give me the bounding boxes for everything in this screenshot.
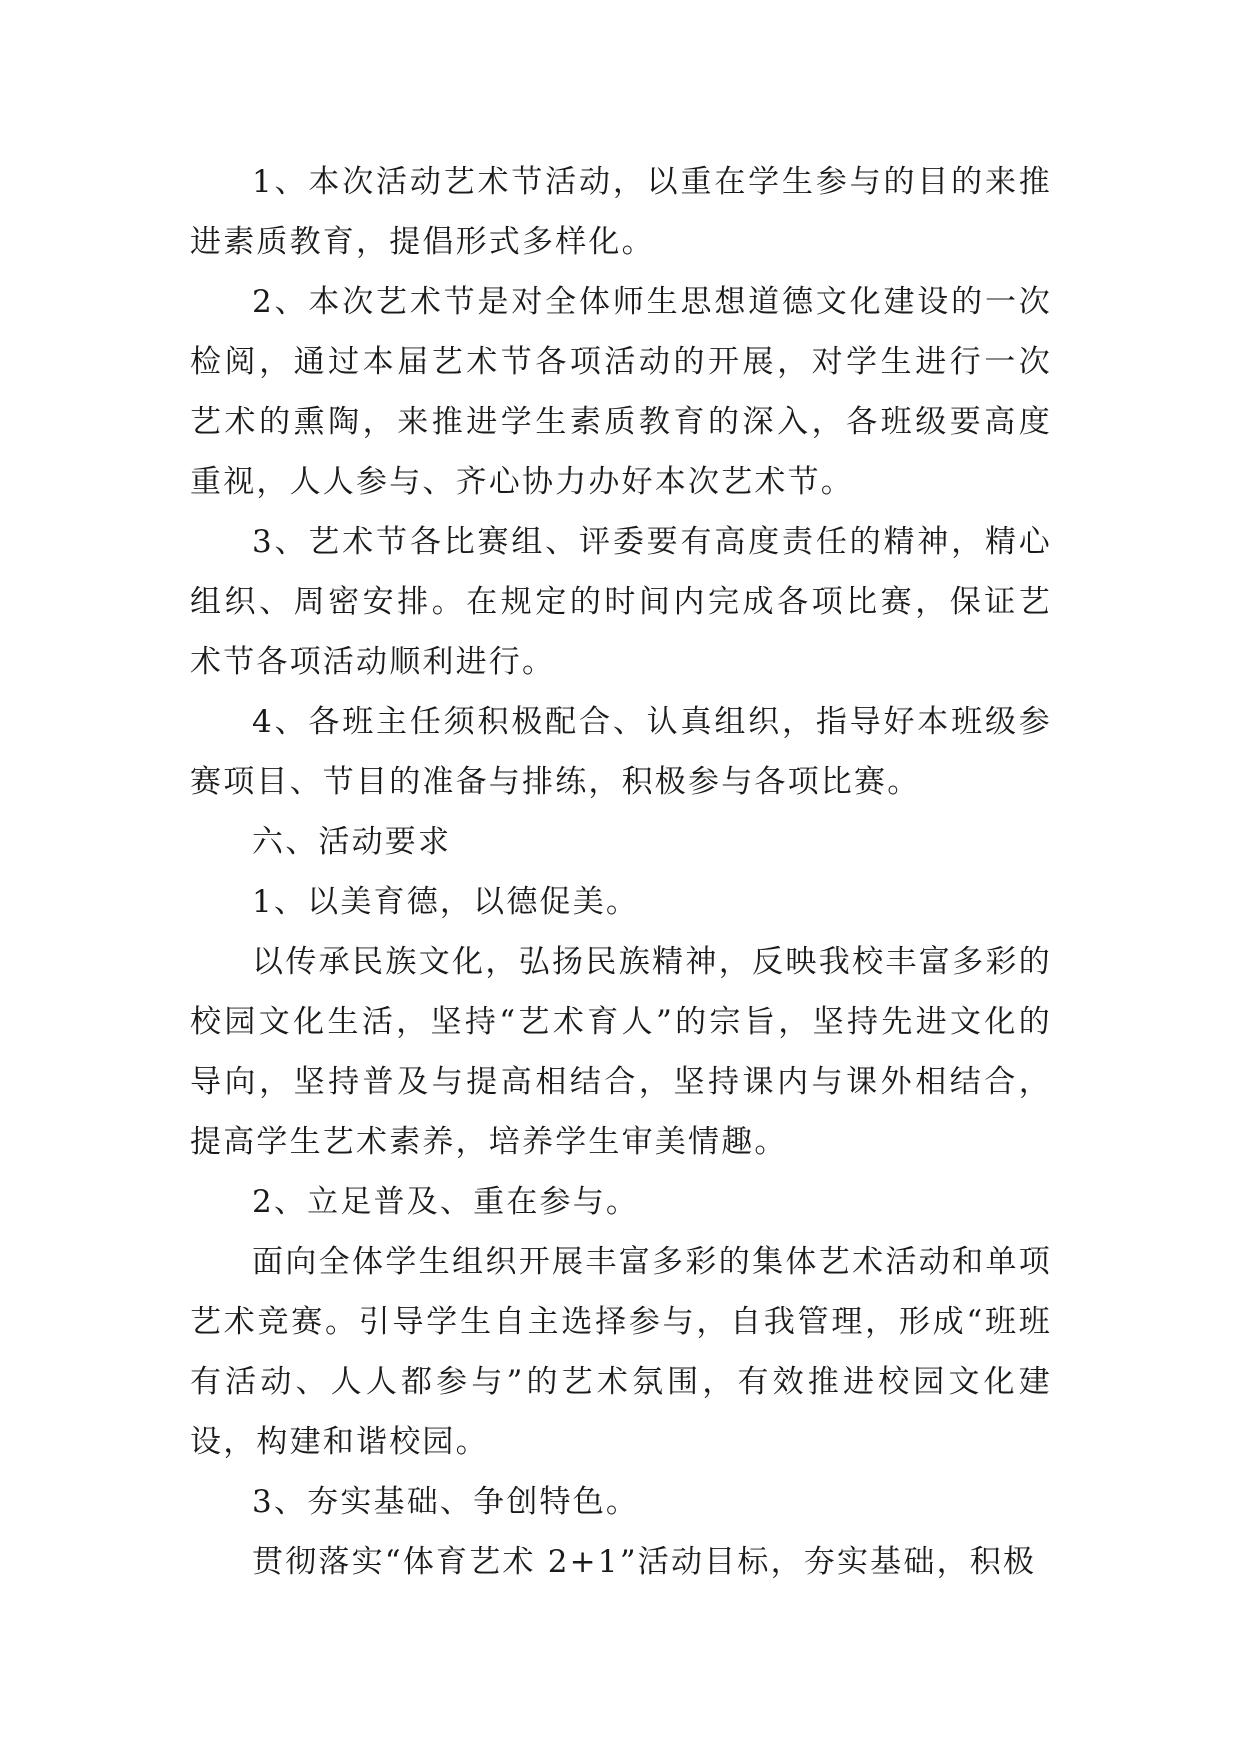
requirement-heading-2: 2、立足普及、重在参与。 [252,1184,640,1220]
requirement-body-2: 面向全体学生组织开展丰富多彩的集体艺术活动和单项艺术竞赛。引导学生自主选择参与，自我管理，形成“班班有活动、人人都参与”的艺术氛围，有效推进校园文化建设，构建和谐校园。 [190,1244,1052,1460]
document-page [190,152,1052,1592]
paragraph-item-3: 3、艺术节各比赛组、评委要有高度责任的精神，精心组织、周密安排。在规定的时间内完成各项比赛，保证艺术节各项活动顺利进行。 [190,524,1052,680]
requirement-heading-3: 3、夯实基础、争创特色。 [252,1484,640,1520]
requirement-heading-1: 1、以美育德，以德促美。 [252,884,640,920]
paragraph-item-1: 1、本次活动艺术节活动，以重在学生参与的目的来推进素质教育，提倡形式多样化。 [190,164,1052,260]
requirement-body-1: 以传承民族文化，弘扬民族精神，反映我校丰富多彩的校园文化生活，坚持“艺术育人”的宗旨，坚持先进文化的导向，坚持普及与提高相结合，坚持课内与课外相结合，提高学生艺术素养，培养学生审美情趣。 [190,944,1052,1160]
requirement-body-3: 贯彻落实“体育艺术 2+1”活动目标，夯实基础，积极 [252,1544,1037,1580]
paragraph-item-4: 4、各班主任须积极配合、认真组织，指导好本班级参赛项目、节目的准备与排练，积极参与各项比赛。 [190,704,1052,800]
paragraph-item-2: 2、本次艺术节是对全体师生思想道德文化建设的一次检阅，通过本届艺术节各项活动的开展，对学生进行一次艺术的熏陶，来推进学生素质教育的深入，各班级要高度重视，人人参与、齐心协力办好本次艺术节。 [190,284,1052,500]
section-heading-requirements: 六、活动要求 [252,824,452,860]
